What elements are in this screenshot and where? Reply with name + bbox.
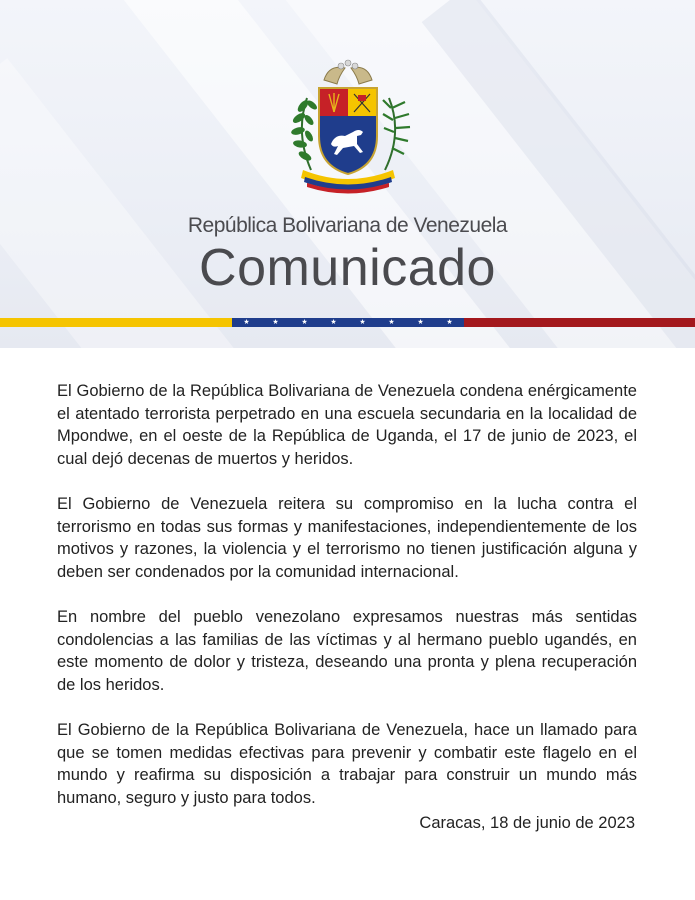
- venezuela-coat-of-arms-icon: [279, 58, 417, 198]
- star-icon: ★: [388, 319, 395, 326]
- header-banner: [0, 0, 695, 348]
- star-icon: ★: [243, 319, 250, 326]
- paragraph: El Gobierno de la República Bolivariana de Venezuela condena enérgicamente el atentado terrorista perpetrado en una escuela secundaria en la localidad de Mpondwe, en el oeste de la República de Uganda, el 17 de junio de 2023, el cual dejó decenas de muertos y heridos.: [57, 382, 637, 468]
- country-name: República Bolivariana de Venezuela: [187, 214, 508, 237]
- flag-color-bar: [0, 318, 695, 327]
- star-icon: ★: [272, 319, 279, 326]
- star-icon: ★: [417, 319, 424, 326]
- star-icon: ★: [301, 319, 308, 326]
- page-title: Comunicado: [199, 239, 496, 297]
- star-icon: ★: [359, 319, 366, 326]
- communique-body: [57, 380, 637, 832]
- flag-red-band: [464, 318, 695, 327]
- flag-blue-band: [232, 318, 464, 327]
- paragraph: El Gobierno de Venezuela reitera su compromiso en la lucha contra el terrorismo en todas sus formas y manifestaciones, independientemente de los motivos y razones, la violencia y el terrorismo no tienen justificación alguna y deben ser condenados por la comunidad internacional.: [57, 495, 637, 581]
- star-icon: ★: [446, 319, 453, 326]
- place-and-date: Caracas, 18 de junio de 2023: [419, 814, 635, 832]
- star-icon: ★: [330, 319, 337, 326]
- paragraph: En nombre del pueblo venezolano expresamos nuestras más sentidas condolencias a las familias de las víctimas y al hermano pueblo ugandés, en este momento de dolor y tristeza, deseando una pronta y plena recuperación de los heridos.: [57, 608, 637, 694]
- paragraph: El Gobierno de la República Bolivariana de Venezuela, hace un llamado para que se tomen medidas efectivas para prevenir y combatir este flagelo en el mundo y reafirma su disposición a trabajar para construir un mundo más humano, seguro y justo para todos.: [57, 721, 637, 807]
- flag-yellow-band: [0, 318, 232, 327]
